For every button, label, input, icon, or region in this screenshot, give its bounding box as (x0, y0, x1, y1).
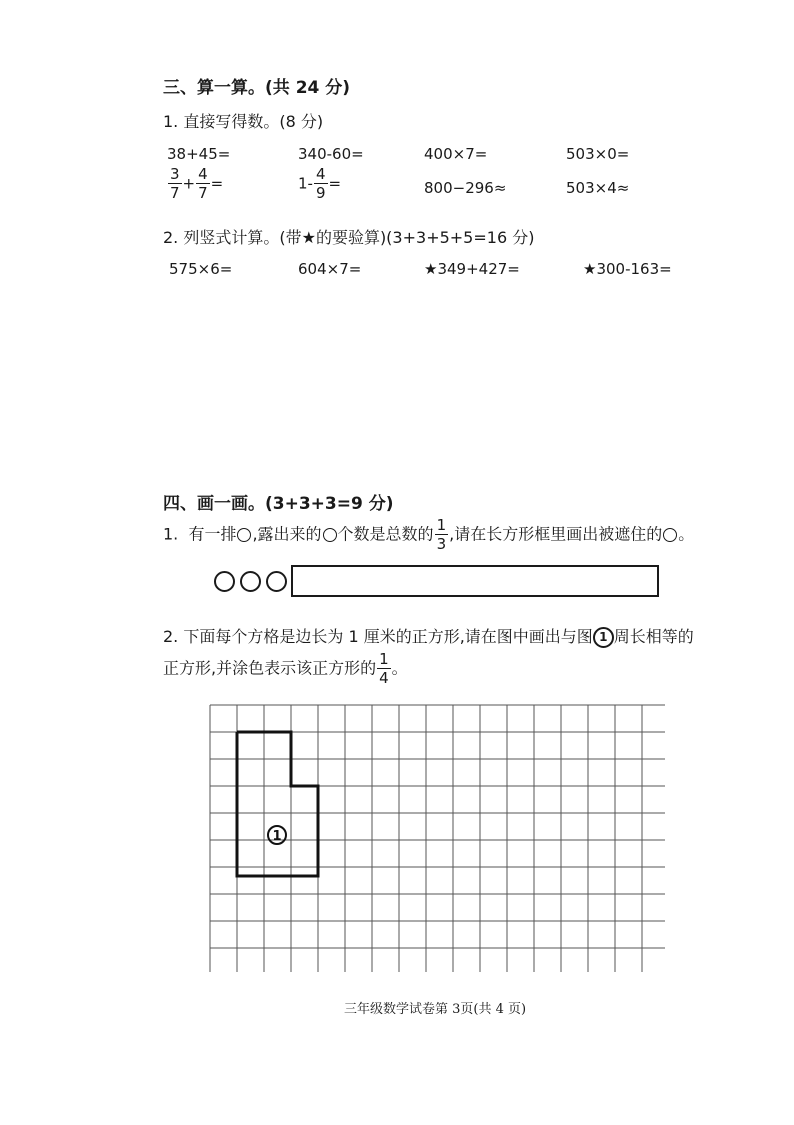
vertical-calc-item: 575×6= (169, 260, 233, 278)
question-text: 正方形,并涂色表示该正方形的 (163, 658, 377, 678)
vertical-calc-item: 604×7= (298, 260, 362, 278)
fraction-expression-2 (298, 167, 341, 201)
figure-1-shape (237, 732, 318, 876)
fraction-denominator: 7 (198, 184, 208, 202)
fraction-denominator: 4 (379, 669, 389, 687)
oral-calc-item: 400×7= (424, 145, 488, 163)
hidden-circles-box[interactable] (291, 565, 659, 597)
vertical-calc-item: ★349+427= (424, 260, 520, 278)
fraction (196, 167, 210, 201)
oral-calc-item: 503×0= (566, 145, 630, 163)
fraction (435, 518, 449, 552)
section3-q2-label: 2. 列竖式计算。(带★的要验算)(3+3+5+5=16 分) (163, 228, 535, 247)
operator: + (182, 174, 196, 193)
visible-circle (214, 571, 235, 592)
section3-q1-label: 1. 直接写得数。(8 分) (163, 112, 324, 131)
equals-sign: = (328, 174, 342, 193)
question-number: 1. (163, 524, 179, 544)
square-grid[interactable] (205, 700, 665, 972)
question-text: 2. 下面每个方格是边长为 1 厘米的正方形,请在图中画出与图 (163, 627, 593, 646)
section4-q2-line2 (163, 652, 408, 686)
fraction-numerator: 4 (315, 165, 326, 183)
question-text: ,请在长方形框里画出被遮住的 (449, 524, 663, 544)
circle-icon (663, 528, 677, 542)
section4-q1-text (163, 518, 694, 552)
fraction-numerator: 1 (379, 650, 389, 668)
question-text: ,露出来的 (252, 524, 322, 544)
section3-title: 三、算一算。(共 24 分) (163, 78, 351, 98)
question-text: 有一排 (188, 524, 237, 544)
figure-1-label: 1 (593, 627, 614, 648)
visible-circle (240, 571, 261, 592)
oral-calc-item: 340-60= (298, 145, 364, 163)
fraction-denominator: 9 (315, 184, 326, 202)
fraction-numerator: 4 (198, 165, 208, 183)
fraction-denominator: 7 (170, 184, 180, 202)
question-text: 。 (678, 524, 695, 544)
circle-icon (237, 528, 251, 542)
fraction-numerator: 1 (436, 516, 447, 534)
fraction (314, 167, 328, 201)
oral-calc-item: 38+45= (167, 145, 231, 163)
fraction (168, 167, 182, 201)
oral-calc-item: 800−296≈ (424, 179, 507, 197)
expression-lead: 1- (298, 174, 313, 193)
fraction (377, 652, 391, 686)
question-text: 。 (391, 658, 408, 678)
fraction-expression-1 (167, 167, 223, 201)
vertical-calc-item: ★300-163= (583, 260, 672, 278)
visible-circle (266, 571, 287, 592)
equals-sign: = (210, 174, 224, 193)
figure-1-number: 1 (272, 829, 282, 844)
fraction-denominator: 3 (436, 535, 447, 553)
section4-q2-line1 (163, 624, 694, 648)
oral-calc-item: 503×4≈ (566, 179, 630, 197)
fraction-numerator: 3 (170, 165, 180, 183)
section4-title: 四、画一画。(3+3+3=9 分) (163, 494, 394, 514)
circle-icon (323, 528, 337, 542)
question-text: 周长相等的 (613, 627, 694, 646)
page-footer: 三年级数学试卷第 3页(共 4 页) (344, 1002, 527, 1017)
question-text: 个数是总数的 (337, 524, 434, 544)
